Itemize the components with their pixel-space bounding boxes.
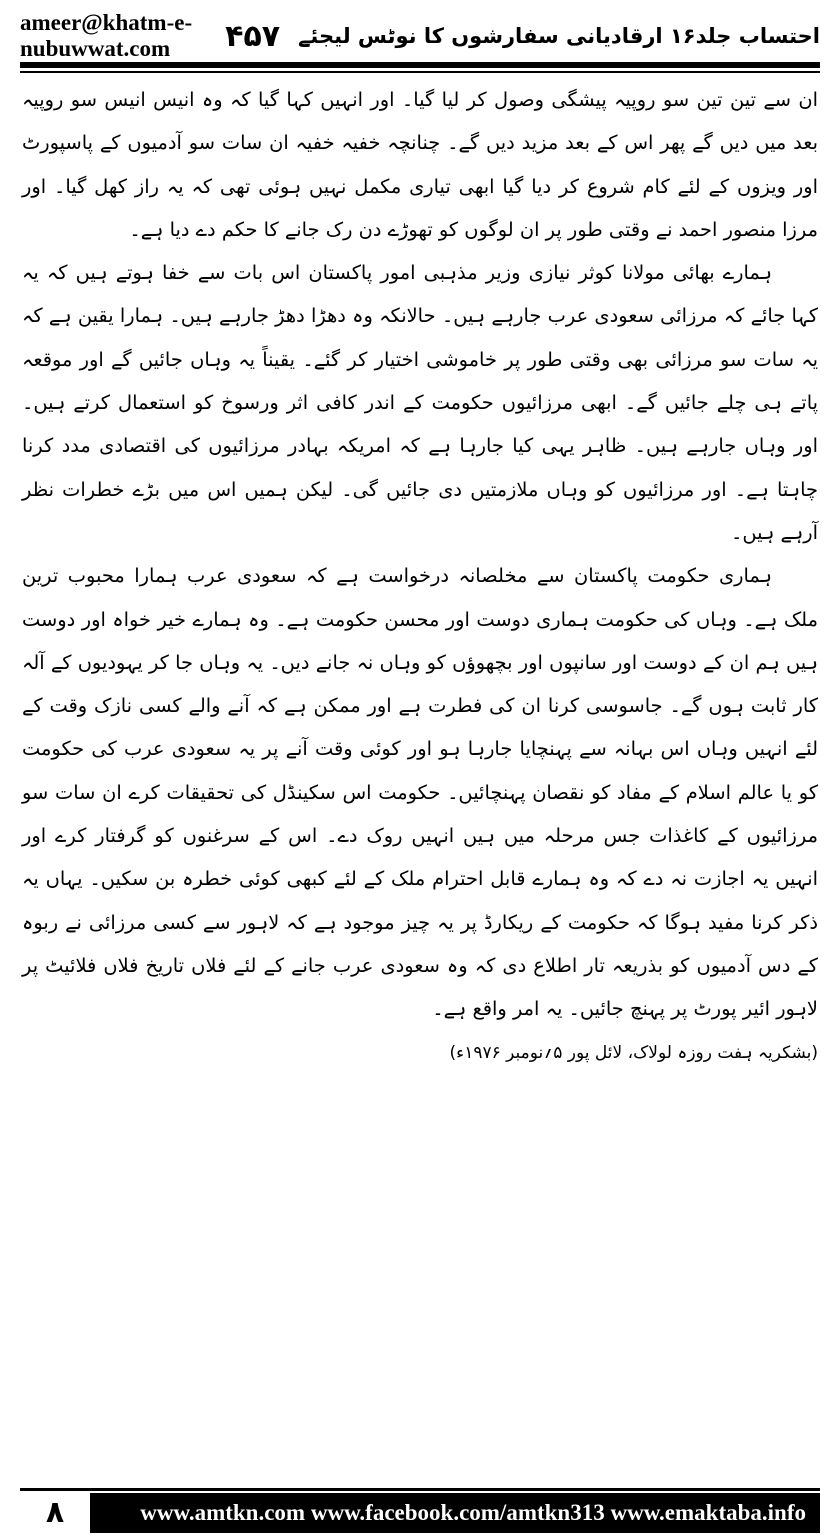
header-email: ameer@khatm-e-nubuwwat.com <box>20 10 193 61</box>
header-right-group <box>225 19 820 54</box>
page-footer <box>20 1493 820 1533</box>
page-header <box>20 10 820 61</box>
paragraph-3: ہماری حکومت پاکستان سے مخلصانہ درخواست ہے کہ سعودی عرب ہمارا محبوب ترین ملک ہے۔ وہاں کی حکومت ہماری دوست اور محسن حکومت ہے۔ وہ ہمارے خیر خواہ اور دوست ہیں ہم ان کے دوست اور سانپوں اور بچھوؤں کو وہاں نہ جانے دیں۔ یہ وہاں جا کر یہودیوں کے آلہ کار ثابت ہوں گے۔ جاسوسی کرنا ان کی فطرت ہے اور ممکن ہے کہ آنے والے کسی نازک وقت کے لئے انہیں وہاں اس بہانہ سے پہنچایا جارہا ہو اور کوئی وقت آنے پر یہ سعودی عرب کی حکومت کو یا عالم اسلام کے مفاد کو نقصان پہنچائیں۔ حکومت اس سکینڈل کی تحقیقات کرے ان سات سو مرزائیوں کے کاغذات جس مرحلہ میں ہیں انہیں روک دے۔ اس کے سرغنوں کو گرفتار کرے اور انہیں یہ اجازت نہ دے کہ وہ ہمارے قابل احترام ملک کے لئے کبھی کوئی خطرہ بن سکیں۔ یہاں یہ ذکر کرنا مفید ہوگا کہ حکومت کے ریکارڈ پر یہ چیز موجود ہے کہ لاہور سے کسی مرزائی نے ربوہ کے دس آدمیوں کو بذریعہ تار اطلاع دی کہ وہ سعودی عرب جانے کے لئے فلاں تاریخ فلاں فلائیٹ پر لاہور ائیر پورٹ پر پہنچ جائیں۔ یہ امر واقع ہے۔ <box>22 564 818 1021</box>
header-rule-thin <box>20 71 820 73</box>
header-page-number: ۴۵۷ <box>225 18 281 54</box>
footer-page-number: ۸ <box>45 1495 65 1530</box>
header-rule-thick <box>20 62 820 68</box>
footer-rule <box>20 1488 820 1491</box>
source-citation: (بشکریہ ہفت روزہ لولاک، لائل پور ۵؍نومبر ۱۹۷۶ء) <box>449 1042 818 1063</box>
header-title: احتساب جلد۱۶ ارقادیانی سفارشوں کا نوٹس لیجئے <box>298 24 820 48</box>
paragraph-1: ان سے تین تین سو روپیہ پیشگی وصول کر لیا گیا۔ اور انہیں کہا گیا کہ وہ انیس انیس سو روپیہ بعد میں دیں گے پھر اس کے بعد مزید دیں گے۔ چنانچہ خفیہ خفیہ ان سات سو آدمیوں کے پاسپورٹ اور ویزوں کے لئے کام شروع کر دیا گیا ابھی تیاری مکمل نہیں ہوئی تھی کہ یہ راز کھل گیا۔ اور مرزا منصور احمد نے وقتی طور پر ان لوگوں کو تھوڑے دن رک جانے کا حکم دے دیا ہے۔ <box>22 88 818 241</box>
paragraph-2: ہمارے بھائی مولانا کوثر نیازی وزیر مذہبی امور پاکستان اس بات سے خفا ہوتے ہیں کہ یہ کہا جائے کہ مرزائی سعودی عرب جارہے ہیں۔ حالانکہ وہ دھڑا دھڑ جارہے ہیں۔ ہمارا یقین ہے کہ یہ سات سو مرزائی بھی وقتی طور پر خاموشی اختیار کر گئے۔ یقیناً یہ وہاں جائیں گے اور موقعہ پاتے ہی چلے جائیں گے۔ ابھی مرزائیوں حکومت کے اندر کافی اثر ورسوخ کو استعمال کرتے ہیں۔ اور وہاں جارہے ہیں۔ ظاہر یہی کیا جارہا ہے کہ امریکہ بہادر مرزائیوں کی اقتصادی مدد کرنا چاہتا ہے۔ اور مرزائیوں کو وہاں ملازمتیں دی جائیں گی۔ لیکن ہمیں اس میں بڑے خطرات نظر آرہے ہیں۔ <box>22 261 818 544</box>
article-body <box>22 78 818 1069</box>
footer-websites: www.amtkn.com www.facebook.com/amtkn313 www.emaktaba.info <box>90 1493 820 1533</box>
